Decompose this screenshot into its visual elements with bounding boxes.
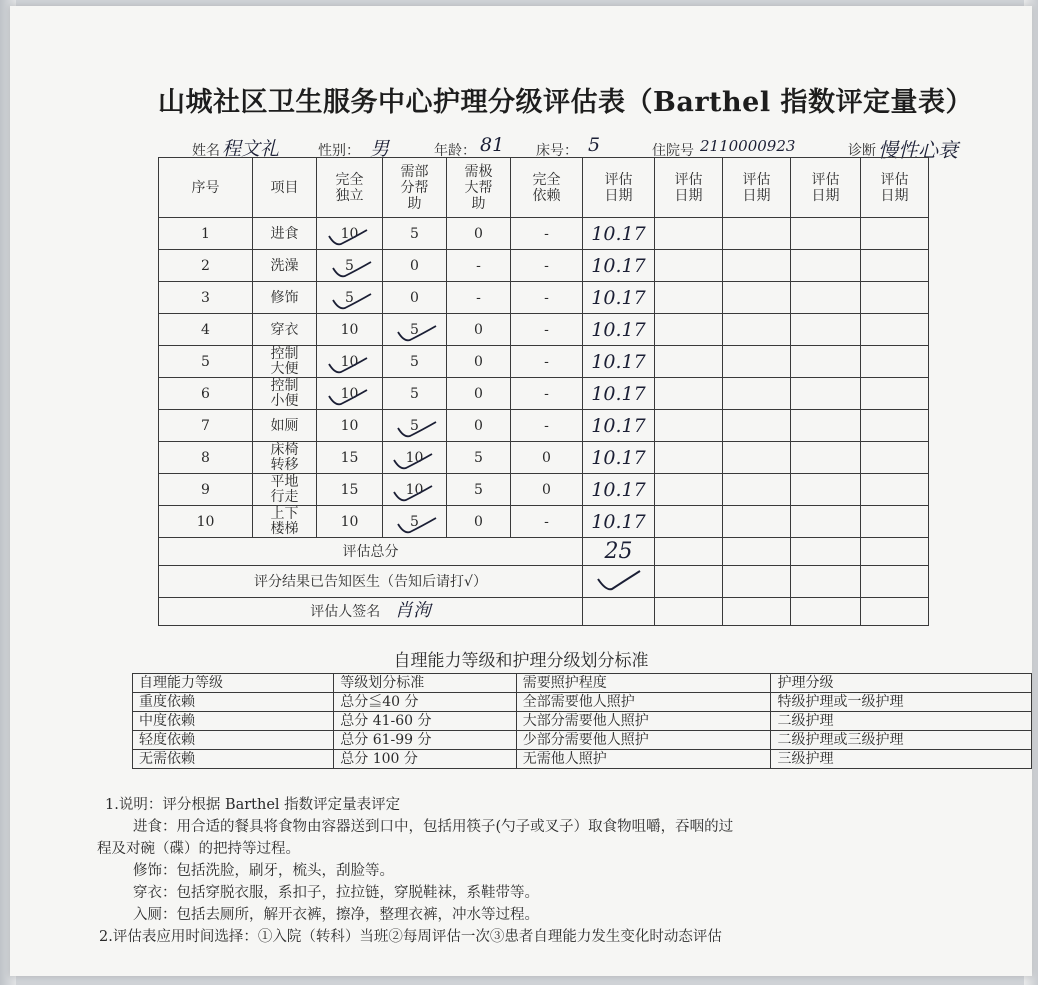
standard-header-row [133, 674, 1032, 693]
standard-table [132, 673, 1032, 769]
checkmark-icon [331, 260, 375, 282]
empty-date-cell [791, 250, 861, 282]
checkmark-icon [392, 484, 436, 506]
empty-date-cell [861, 474, 929, 506]
table-row [159, 474, 929, 506]
empty-date-cell [791, 442, 861, 474]
table-row [159, 506, 929, 538]
table-row [159, 250, 929, 282]
col-header [383, 158, 447, 218]
cell-text: - [544, 321, 549, 338]
standard-rows [133, 693, 1032, 769]
bed-value: 5 [588, 134, 601, 156]
score-option [447, 378, 511, 410]
cell-text: - [544, 353, 549, 370]
row-item [253, 314, 317, 346]
col-header-text: 完全依赖 [532, 171, 561, 204]
cell-text: 如厕 [270, 417, 299, 434]
cell-text: 10 [196, 513, 215, 530]
cell-text: 5 [410, 385, 419, 402]
row-number [159, 346, 253, 378]
table-row [159, 442, 929, 474]
empty-date-cell [723, 250, 791, 282]
cell-text: 0 [474, 353, 483, 370]
col-header [791, 158, 861, 218]
table-row [159, 346, 929, 378]
cell-text: 10 [341, 354, 359, 370]
cell-text: 0 [474, 513, 483, 530]
std-header: 护理分级 [771, 674, 1032, 693]
std-header: 自理能力等级 [133, 674, 334, 693]
empty-date-cell [655, 314, 723, 346]
standard-cell: 特级护理或一级护理 [771, 693, 1032, 712]
score-option [447, 250, 511, 282]
assessment-date: 10.17 [583, 474, 655, 506]
row-item [253, 506, 317, 538]
standard-cell: 三级护理 [771, 750, 1032, 769]
score-option [447, 282, 511, 314]
note-line: 修饰：包括洗脸，刷牙，梳头，刮脸等。 [133, 863, 394, 879]
gender-label: 性别： [318, 143, 360, 159]
cell-text: 4 [201, 321, 210, 338]
score-option [383, 474, 447, 506]
cell-text: 7 [201, 417, 210, 434]
checkmark-icon [396, 324, 440, 346]
row-item [253, 346, 317, 378]
assessment-date: 10.17 [583, 314, 655, 346]
name-value: 程文礼 [222, 138, 280, 160]
score-option [511, 282, 583, 314]
standard-cell: 总分 100 分 [334, 750, 516, 769]
score-option [511, 250, 583, 282]
signature-label: 评估人签名 [310, 604, 381, 620]
cell-text: 0 [474, 417, 483, 434]
cell-text: 10 [340, 321, 359, 338]
empty-date-cell [791, 474, 861, 506]
empty-date-cell [723, 474, 791, 506]
barthel-table [158, 157, 929, 626]
score-option [383, 378, 447, 410]
cell-text: 5 [474, 449, 483, 466]
empty-date-cell [861, 250, 929, 282]
notified-label: 评分结果已告知医生（告知后请打√） [159, 566, 583, 598]
table-row [159, 282, 929, 314]
cell-text: 0 [542, 449, 551, 466]
standard-title: 自理能力等级和护理分级划分标准 [393, 651, 649, 671]
table-row [159, 378, 929, 410]
empty-date-cell [861, 506, 929, 538]
score-option [383, 250, 447, 282]
assessment-date: 10.17 [583, 282, 655, 314]
cell-text: 10 [406, 450, 424, 466]
cell-text: - [544, 257, 549, 274]
cell-text: 控制小便 [270, 377, 299, 409]
col-header-text: 需极大帮助 [464, 163, 493, 212]
cell-text: 0 [474, 321, 483, 338]
row-number [159, 410, 253, 442]
score-option [447, 218, 511, 250]
cell-text: 10 [341, 226, 359, 242]
age-value: 81 [480, 134, 505, 156]
checkmark-icon [327, 388, 371, 410]
gender-value: 男 [370, 138, 390, 160]
score-option [383, 410, 447, 442]
cell-text: 9 [201, 481, 210, 498]
cell-text: 5 [201, 353, 210, 370]
score-option [511, 442, 583, 474]
empty-date-cell [723, 378, 791, 410]
empty-date-cell [655, 378, 723, 410]
notified-row [159, 566, 929, 598]
score-option [317, 410, 383, 442]
col-header [861, 158, 929, 218]
standard-cell: 总分≦40 分 [334, 693, 516, 712]
col-header [447, 158, 511, 218]
note-line: 2.评估表应用时间选择：①入院（转科）当班②每周评估一次③患者自理能力发生变化时动态评估 [99, 929, 722, 945]
score-option [383, 346, 447, 378]
row-number [159, 218, 253, 250]
notified-checkmark [583, 566, 655, 598]
empty-date-cell [723, 410, 791, 442]
score-option [383, 442, 447, 474]
cell-text: 10 [340, 417, 359, 434]
score-rows [159, 218, 929, 538]
empty-date-cell [791, 314, 861, 346]
assessment-date: 10.17 [583, 346, 655, 378]
table-header-row [159, 158, 929, 218]
cell-text: 修饰 [270, 289, 299, 306]
note-line: 入厕：包括去厕所，解开衣裤，擦净，整理衣裤，冲水等过程。 [133, 907, 539, 923]
cell-text: 进食 [270, 225, 299, 242]
admission-label: 住院号 [652, 143, 694, 159]
assessment-date: 10.17 [583, 250, 655, 282]
notes-section [97, 794, 1032, 948]
empty-date-cell [723, 506, 791, 538]
total-value: 25 [583, 538, 655, 566]
diagnosis-label: 诊断 [848, 143, 876, 159]
signature-cell [159, 598, 583, 626]
total-label: 评估总分 [159, 538, 583, 566]
standard-cell: 全部需要他人照护 [516, 693, 771, 712]
signature-row [159, 598, 929, 626]
cell-text: 5 [410, 322, 419, 338]
cell-text: 控制大便 [270, 345, 299, 377]
note-line: 1.说明：评分根据 Barthel 指数评定量表评定 [105, 797, 401, 813]
cell-text: 2 [201, 257, 210, 274]
standard-cell: 大部分需要他人照护 [516, 712, 771, 731]
cell-text: 5 [410, 514, 419, 530]
empty-date-cell [791, 506, 861, 538]
cell-text: 床椅转移 [270, 441, 299, 473]
cell-text: - [476, 289, 481, 306]
std-header: 等级划分标准 [334, 674, 516, 693]
cell-text: 0 [474, 385, 483, 402]
assessment-date: 10.17 [583, 442, 655, 474]
cell-text: 5 [345, 290, 354, 306]
cell-text: 5 [410, 418, 419, 434]
col-header-text: 评估日期 [604, 171, 633, 204]
assessment-date: 10.17 [583, 378, 655, 410]
empty-date-cell [791, 410, 861, 442]
standard-cell: 无需依赖 [133, 750, 334, 769]
cell-text: 8 [201, 449, 210, 466]
empty-date-cell [861, 346, 929, 378]
assessment-date: 10.17 [583, 410, 655, 442]
row-item [253, 442, 317, 474]
cell-text: 洗澡 [270, 257, 299, 274]
checkmark-icon [396, 516, 440, 538]
score-option [447, 314, 511, 346]
form-paper [10, 6, 1032, 976]
cell-text: - [476, 257, 481, 274]
score-option [511, 506, 583, 538]
empty-date-cell [655, 410, 723, 442]
standard-cell: 少部分需要他人照护 [516, 731, 771, 750]
row-item [253, 378, 317, 410]
empty-date-cell [723, 282, 791, 314]
cell-text: 上下楼梯 [270, 505, 299, 537]
note-line: 进食：用合适的餐具将食物由容器送到口中，包括用筷子(勺子或叉子）取食物咀嚼，吞咽的过 [133, 819, 734, 835]
empty-date-cell [791, 218, 861, 250]
score-option [447, 442, 511, 474]
col-header-text: 完全独立 [335, 171, 364, 204]
cell-text: 0 [410, 289, 419, 306]
score-option [447, 410, 511, 442]
cell-text: - [544, 513, 549, 530]
cell-text: 15 [340, 449, 359, 466]
empty-date-cell [723, 218, 791, 250]
cell-text: 10 [341, 386, 359, 402]
row-number [159, 282, 253, 314]
row-item [253, 474, 317, 506]
col-header-text: 评估日期 [811, 171, 840, 204]
cell-text: 3 [201, 289, 210, 306]
cell-text: 5 [410, 225, 419, 242]
form-title: 山城社区卫生服务中心护理分级评估表（Barthel 指数评定量表） [158, 87, 973, 118]
score-option [317, 474, 383, 506]
col-header-text: 评估日期 [674, 171, 703, 204]
score-option [317, 442, 383, 474]
score-option [317, 282, 383, 314]
assessment-date: 10.17 [583, 506, 655, 538]
std-header: 需要照护程度 [516, 674, 771, 693]
score-option [447, 506, 511, 538]
row-number [159, 250, 253, 282]
score-option [511, 474, 583, 506]
diagnosis-value: 慢性心衰 [878, 138, 958, 162]
score-option [383, 314, 447, 346]
table-row [159, 410, 929, 442]
empty-date-cell [723, 314, 791, 346]
empty-date-cell [723, 442, 791, 474]
standard-cell: 中度依赖 [133, 712, 334, 731]
empty-date-cell [861, 218, 929, 250]
col-header: 项目 [253, 158, 317, 218]
cell-text: 平地行走 [270, 473, 299, 505]
score-option [317, 506, 383, 538]
empty-date-cell [655, 250, 723, 282]
col-header-text: 评估日期 [880, 171, 909, 204]
col-header [511, 158, 583, 218]
standard-cell: 二级护理 [771, 712, 1032, 731]
cell-text: - [544, 289, 549, 306]
score-option [511, 218, 583, 250]
cell-text: 0 [542, 481, 551, 498]
cell-text: - [544, 417, 549, 434]
row-number [159, 378, 253, 410]
assessment-date: 10.17 [583, 218, 655, 250]
score-option [511, 346, 583, 378]
empty-date-cell [791, 346, 861, 378]
standard-cell: 总分 61-99 分 [334, 731, 516, 750]
checkmark-icon [594, 567, 644, 593]
checkmark-icon [396, 420, 440, 442]
empty-date-cell [655, 474, 723, 506]
standard-cell: 总分 41-60 分 [334, 712, 516, 731]
score-option [383, 282, 447, 314]
score-option [317, 250, 383, 282]
score-option [383, 506, 447, 538]
checkmark-icon [327, 228, 371, 250]
cell-text: 1 [201, 225, 210, 242]
admission-value: 2110000923 [700, 137, 796, 155]
signature-value: 肖洵 [394, 600, 431, 621]
row-item [253, 282, 317, 314]
col-header [317, 158, 383, 218]
score-option [511, 314, 583, 346]
row-item [253, 250, 317, 282]
score-option [317, 314, 383, 346]
score-option [511, 378, 583, 410]
standard-row [133, 693, 1032, 712]
col-header [655, 158, 723, 218]
col-header-text: 需部分帮助 [400, 163, 429, 212]
col-header [723, 158, 791, 218]
cell-text: - [544, 225, 549, 242]
empty-date-cell [655, 506, 723, 538]
cell-text: 0 [474, 225, 483, 242]
standard-row [133, 712, 1032, 731]
age-label: 年龄： [434, 143, 476, 159]
cell-text: 5 [474, 481, 483, 498]
standard-cell: 二级护理或三级护理 [771, 731, 1032, 750]
standard-cell: 重度依赖 [133, 693, 334, 712]
row-item [253, 410, 317, 442]
score-option [317, 346, 383, 378]
empty-date-cell [655, 346, 723, 378]
total-row [159, 538, 929, 566]
cell-text: 5 [410, 353, 419, 370]
standard-cell: 无需他人照护 [516, 750, 771, 769]
cell-text: 5 [345, 258, 354, 274]
cell-text: - [544, 385, 549, 402]
col-header: 序号 [159, 158, 253, 218]
empty-date-cell [791, 282, 861, 314]
col-header [583, 158, 655, 218]
cell-text: 6 [201, 385, 210, 402]
checkmark-icon [327, 356, 371, 378]
score-option [511, 410, 583, 442]
row-number [159, 506, 253, 538]
score-option [317, 378, 383, 410]
cell-text: 0 [410, 257, 419, 274]
col-header-text: 评估日期 [742, 171, 771, 204]
bed-label: 床号： [536, 143, 578, 159]
empty-date-cell [861, 314, 929, 346]
empty-date-cell [655, 218, 723, 250]
empty-date-cell [723, 346, 791, 378]
cell-text: 10 [406, 482, 424, 498]
score-option [447, 474, 511, 506]
note-line: 程及对碗（碟）的把持等过程。 [97, 841, 300, 857]
empty-date-cell [861, 442, 929, 474]
row-item [253, 218, 317, 250]
score-option [447, 346, 511, 378]
standard-row [133, 750, 1032, 769]
row-number [159, 474, 253, 506]
checkmark-icon [392, 452, 436, 474]
checkmark-icon [331, 292, 375, 314]
empty-date-cell [791, 378, 861, 410]
standard-row [133, 731, 1032, 750]
empty-date-cell [861, 378, 929, 410]
empty-date-cell [861, 282, 929, 314]
empty-date-cell [861, 410, 929, 442]
cell-text: 10 [340, 513, 359, 530]
empty-date-cell [655, 442, 723, 474]
standard-cell: 轻度依赖 [133, 731, 334, 750]
empty-date-cell [655, 282, 723, 314]
row-number [159, 314, 253, 346]
cell-text: 穿衣 [270, 321, 299, 338]
score-option [383, 218, 447, 250]
row-number [159, 442, 253, 474]
note-line: 穿衣：包括穿脱衣服，系扣子，拉拉链，穿脱鞋袜，系鞋带等。 [133, 885, 539, 901]
score-option [317, 218, 383, 250]
table-row [159, 314, 929, 346]
name-label: 姓名 [192, 143, 220, 159]
table-row [159, 218, 929, 250]
cell-text: 15 [340, 481, 359, 498]
